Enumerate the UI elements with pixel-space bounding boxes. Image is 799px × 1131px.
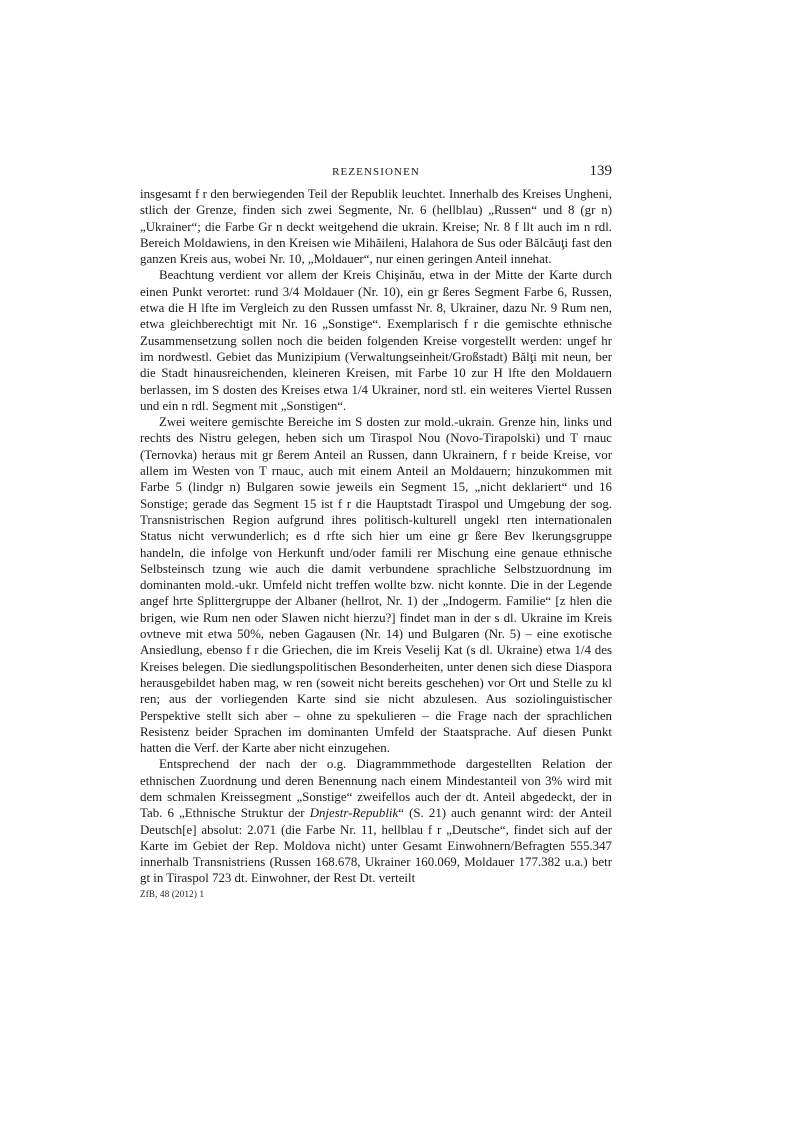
running-head	[140, 163, 612, 183]
body-text	[140, 186, 612, 887]
page-number: 139	[589, 163, 612, 179]
italic-title: Dnjestr-Republik	[309, 806, 399, 821]
paragraph	[140, 756, 612, 886]
paragraph: Zwei weitere gemischte Bereiche im S dosten zur mold.-ukrain. Grenze hin, links und rechts des Nistru gelegen, heben sich um Tiraspol Nou (Novo-Tirapolski) und T rnauc (Ternovka) heraus mit gr ßerem Anteil an Russen, dann Ukrainern, f r beide Kreise, vor allem im Westen von T rnauc, auch mit einem Anteil an Moldauern; hinzukommen mit Farbe 5 (lindgr n) Bulgaren sowie jeweils ein Segment 15, „nicht deklariert“ und 16 Sonstige; gerade das Segment 15 ist f r die Hauptstadt Tiraspol und Umgebung der sog. Transnistrischen Region aufgrund ihres politisch-kulturell ungekl rten internationalen Status nicht verwunderlich; es d rfte sich hier um eine gr ßere Bev lkerungsgruppe handeln, die infolge von Herkunft und/oder famili rer Mischung eine genaue ethnische Selbsteinsch tzung wie auch die damit verbundene sprachliche Selbstzuordnung im dominanten mold.-ukr. Umfeld nicht treffen wollte bzw. nicht konnte. Die in der Legende angef hrte Splittergruppe der Albaner (hellrot, Nr. 1) der „Indogerm. Familie“ [z hlen die brigen, wie Rum nen oder Slawen nicht hierzu?] findet man in der s dl. Ukraine im Kreis ovtneve mit etwa 50%, neben Gagausen (Nr. 14) und Bulgaren (Nr. 5) – eine exotische Ansiedlung, ebenso f r die Griechen, die im Kreis Veselij Kat (s dl. Ukraine) etwa 1/4 des Kreises belegen. Die siedlungspolitischen Besonderheiten, unter denen sich diese Diaspora herausgebildet haben mag, w ren (soweit nicht bereits geschehen) vor Ort und Stelle zu kl ren; aus der vorliegenden Karte sind sie nicht abzulesen. Aus soziolinguistischer Perspektive stellt sich aber – ohne zu spekulieren – die Frage nach der sprachlichen Resistenz beider Sprachen im dominanten Umfeld der Staatsprache. Auf diesen Punkt hatten die Verf. der Karte aber nicht einzugehen.	[140, 415, 612, 756]
paragraph: insgesamt f r den berwiegenden Teil der Republik leuchtet. Innerhalb des Kreises Ungheni, stlich der Grenze, finden sich zwei Segmente, Nr. 6 (hellblau) „Russen“ und 8 (gr n) „Ukrainer“; die Farbe Gr n deckt weitgehend die ukrain. Kreise; Nr. 8 f llt auch im n rdl. Bereich Moldawiens, in den Kreisen wie Mihăileni, Halahora de Sus oder Bălcăuţi fast den ganzen Kreis aus, wobei Nr. 10, „Moldauer“, nur einen geringen Anteil innehat.	[140, 187, 612, 267]
running-title: REZENSIONEN	[332, 166, 420, 178]
paragraph: Beachtung verdient vor allem der Kreis Chişinău, etwa in der Mitte der Karte durch einen Punkt verortet: rund 3/4 Moldauer (Nr. 10), ein gr ßeres Segment Farbe 6, Russen, etwa die H lfte im Vergleich zu den Russen umfasst Nr. 8, Ukrainer, dazu Nr. 9 Rum nen, etwa gleichberechtigt mit Nr. 16 „Sonstige“. Exemplarisch f r die gemischte ethnische Zusammensetzung sollen noch die beiden folgenden Kreise vorgestellt werden: ungef hr im nordwestl. Gebiet das Munizipium (Verwaltungseinheit/Großstadt) Bălţi mit neun, ber die Stadt hinausreichenden, kleineren Kreisen, mit Farbe 10 zur H lfte den Moldauern berlassen, im S dosten des Kreises etwa 1/4 Ukrainer, nord stl. ein weiteres Viertel Russen und ein n rdl. Segment mit „Sonstigen“.	[140, 268, 612, 413]
paragraph-text: “ (S. 21) auch genannt wird: der Anteil Deutsch[e] absolut: 2.071 (die Farbe Nr. 11, hellblau f r „Deutsche“, findet sich auf der Karte im Gebiet der Rep. Moldova nicht) unter Gesamt Einwohnern/Befragten 555.347 innerhalb Transnistriens (Russen 168.678, Ukrainer 160.069, Moldauer 177.382 u.a.) betr gt in Tiraspol 723 dt. Einwohner, der Rest Dt. verteilt	[140, 806, 612, 886]
journal-reference: ZfB, 48 (2012) 1	[140, 889, 205, 899]
paragraph-text: Entsprechend der nach der o.g. Diagrammmethode dargestellten Relation der ethnischen Zuordnung und deren Benennung nach einem Mindestanteil von 3% wird mit dem schmalen Kreissegment „Sonstige“ zweifellos auch der dt. Anteil abgedeckt, der in Tab. 6 „Ethnische Struktur der	[140, 757, 612, 821]
